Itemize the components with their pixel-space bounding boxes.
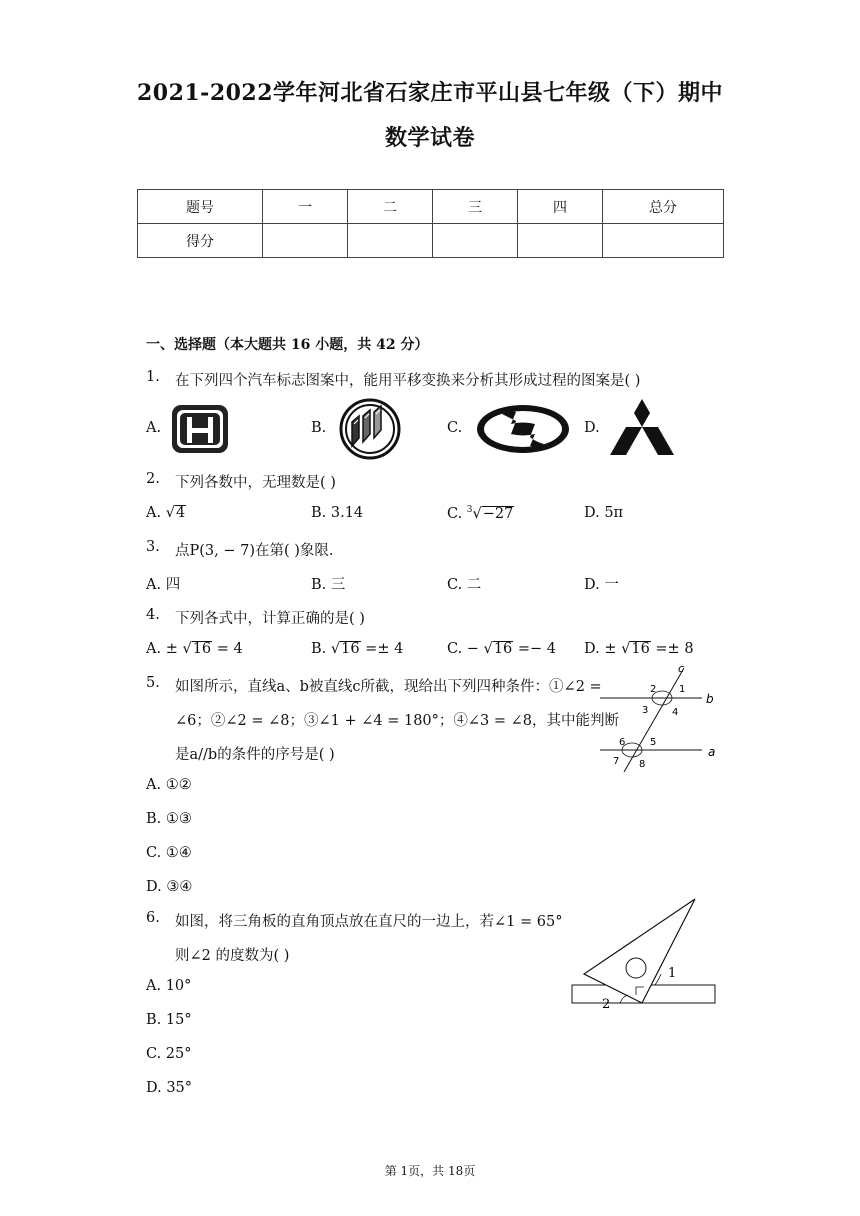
figure-label: 7 — [613, 756, 620, 767]
option-a: A. 10° — [146, 978, 192, 994]
figure-label: 1 — [679, 684, 686, 695]
option-prefix: C. − — [447, 641, 479, 657]
option-c: C. 二 — [447, 577, 482, 593]
question-text-line3: 是a//b的条件的序号是( ) — [175, 747, 335, 763]
option-d: D. ③④ — [146, 879, 193, 895]
question-number: 2. — [146, 471, 160, 487]
root-index: 3 — [466, 505, 473, 515]
option-label: D. — [584, 420, 600, 436]
table-row — [138, 224, 724, 258]
option-suffix: =± 4 — [360, 641, 404, 657]
figure-label: 4 — [672, 707, 679, 718]
parallel-lines-figure — [596, 660, 724, 778]
radicand: 16 — [192, 641, 212, 657]
figure-label: b — [706, 692, 714, 706]
option-prefix: B. — [311, 641, 331, 657]
option-d: D. 一 — [584, 577, 619, 593]
figure-label: 3 — [642, 705, 649, 716]
score-input-cell[interactable] — [433, 224, 518, 258]
table-cell: 四 — [518, 190, 603, 224]
figure-label: 1 — [668, 966, 677, 981]
question-text-line2: 则∠2 的度数为( ) — [175, 948, 290, 964]
question-text: 下列各式中，计算正确的是( ) — [175, 611, 365, 627]
option-label: B. — [311, 420, 327, 436]
option-b: B. ①③ — [146, 811, 192, 827]
option-c: C. $^3$√−27 — [447, 505, 514, 522]
option-d: D. ± √16 =± 8 — [584, 641, 694, 657]
mitsubishi-logo-icon — [610, 397, 674, 459]
option-a: A. √4 — [146, 505, 186, 521]
figure-label: c — [678, 662, 685, 675]
table-cell: 三 — [433, 190, 518, 224]
option-label: C. — [447, 505, 463, 522]
figure-label: 2 — [602, 997, 611, 1010]
option-b: B. 三 — [311, 577, 346, 593]
question-number: 1. — [146, 369, 160, 385]
option-label: A. — [146, 505, 162, 521]
option-a: A. 四 — [146, 577, 181, 593]
figure-label: a — [708, 745, 716, 759]
option-b: B. √16 =± 4 — [311, 641, 404, 657]
question-text: 下列各数中，无理数是( ) — [175, 475, 336, 491]
page-title-line2: 数学试卷 — [384, 125, 475, 151]
score-input-cell[interactable] — [518, 224, 603, 258]
figure-label: 6 — [619, 737, 626, 748]
option-a: A. ①② — [146, 777, 192, 793]
question-text: 在下列四个汽车标志图案中，能用平移变换来分析其形成过程的图案是( ) — [175, 373, 641, 389]
option-b: B. 15° — [146, 1012, 192, 1028]
table-cell: 题号 — [138, 190, 263, 224]
table-cell: 二 — [348, 190, 433, 224]
option-prefix: A. ± — [146, 641, 178, 657]
option-a: A. ± √16 = 4 — [146, 641, 243, 657]
question-number: 6. — [146, 910, 160, 926]
question-number: 3. — [146, 539, 160, 555]
radicand: 16 — [341, 641, 360, 657]
option-d: D. 35° — [146, 1080, 193, 1096]
option-label: C. — [447, 420, 463, 436]
question-text-line2: ∠6；②∠2 = ∠8；③∠1 + ∠4 = 180°；④∠3 = ∠8，其中能判断 — [175, 713, 620, 729]
option-c: C. − √16 =− 4 — [447, 641, 557, 657]
score-input-cell[interactable] — [263, 224, 348, 258]
question-text-line1: 如图所示，直线a、b被直线c所截，现给出下列四种条件：①∠2 = — [175, 679, 602, 695]
page-title-line1: 2021-2022学年河北省石家庄市平山县七年级（下）期中 — [136, 80, 724, 106]
figure-label: 8 — [639, 759, 646, 770]
buick-logo-icon — [339, 398, 401, 460]
question-text-line1: 如图，将三角板的直角顶点放在直尺的一边上，若∠1 = 65° — [175, 914, 563, 930]
score-table — [137, 189, 724, 258]
option-prefix: D. ± — [584, 641, 617, 657]
score-input-cell[interactable] — [348, 224, 433, 258]
table-cell: 得分 — [138, 224, 263, 258]
radicand: 16 — [493, 641, 513, 657]
page-footer: 第 1页，共 18页 — [384, 1164, 476, 1178]
figure-label: 5 — [650, 737, 657, 748]
option-d: D. 5π — [584, 505, 624, 521]
question-number: 4. — [146, 607, 160, 623]
radicand: −27 — [482, 505, 514, 522]
question-number: 5. — [146, 675, 160, 691]
option-c: C. 25° — [146, 1046, 192, 1062]
option-label: A. — [146, 420, 162, 436]
option-c: C. ①④ — [146, 845, 192, 861]
section-heading: 一、选择题（本大题共 16 小题，共 42 分） — [146, 337, 429, 353]
option-suffix: =− 4 — [513, 641, 557, 657]
option-suffix: = 4 — [212, 641, 243, 657]
option-suffix: =± 8 — [650, 641, 694, 657]
question-text: 点P(3, − 7)在第( )象限. — [175, 543, 334, 559]
figure-label: 2 — [650, 684, 657, 695]
honda-logo-icon — [170, 403, 230, 455]
table-row — [138, 190, 724, 224]
score-input-cell[interactable] — [603, 224, 724, 258]
hyundai-logo-icon — [474, 402, 572, 456]
radicand: 4 — [175, 505, 186, 521]
radicand: 16 — [631, 641, 650, 657]
table-cell: 一 — [263, 190, 348, 224]
table-cell: 总分 — [603, 190, 724, 224]
triangle-ruler-figure — [568, 896, 720, 1010]
option-b: B. 3.14 — [311, 505, 364, 521]
